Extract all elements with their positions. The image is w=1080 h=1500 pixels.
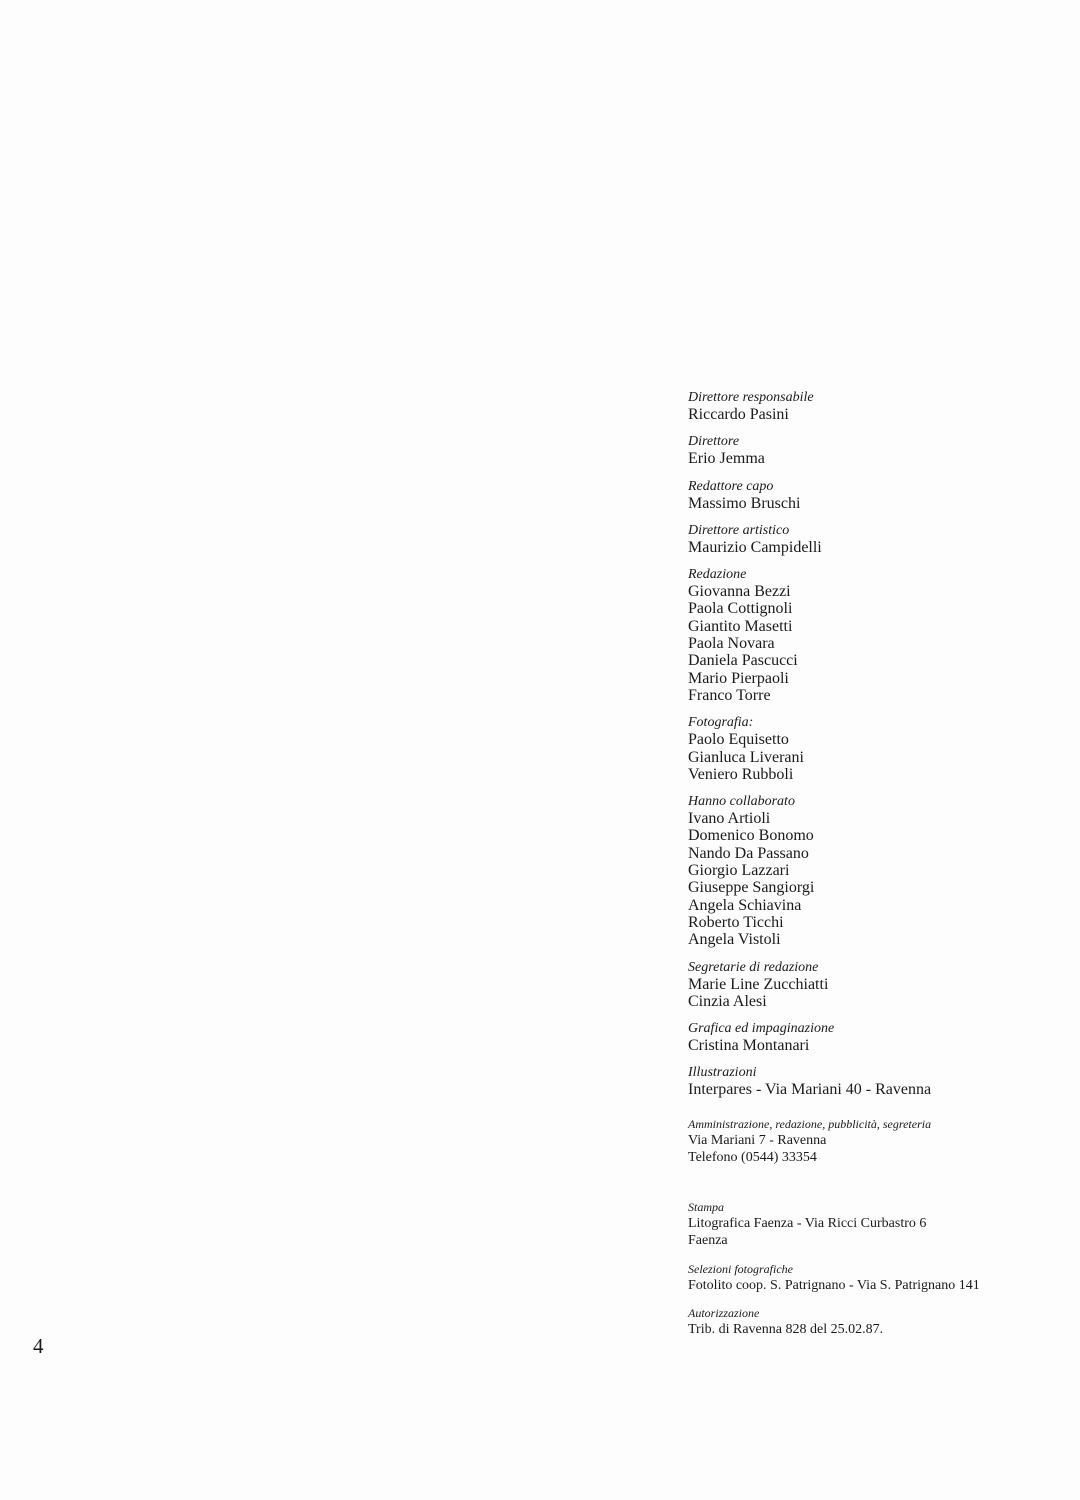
- role-label: Grafica ed impaginazione: [688, 1021, 835, 1037]
- credit-group: [688, 714, 1068, 783]
- credit-group: [688, 1064, 1068, 1098]
- imprint-line: Trib. di Ravenna 828 del 25.02.87.: [688, 1322, 884, 1338]
- imprint-line: Telefono (0544) 33354: [688, 1150, 817, 1166]
- person-name: Giovanna Bezzi: [688, 583, 791, 601]
- imprint-group: [688, 1306, 1068, 1339]
- role-label: Amministrazione, redazione, pubblicità, segreteria: [688, 1116, 932, 1131]
- person-name: Cristina Montanari: [688, 1037, 810, 1055]
- person-name: Nando Da Passano: [688, 844, 809, 862]
- person-name: Daniela Pascucci: [688, 652, 798, 670]
- imprint-group: [688, 1262, 1068, 1295]
- person-name: Massimo Bruschi: [688, 494, 801, 512]
- person-name: Angela Vistoli: [688, 931, 781, 949]
- person-name: Giorgio Lazzari: [688, 862, 790, 880]
- person-name: Giantito Masetti: [688, 617, 793, 635]
- credit-group: [688, 478, 1068, 512]
- person-name: Gianluca Liverani: [688, 748, 804, 766]
- person-name: Franco Torre: [688, 686, 771, 704]
- person-name: Mario Pierpaoli: [688, 669, 789, 687]
- person-name: Roberto Ticchi: [688, 913, 784, 931]
- imprint-line: Fotolito coop. S. Patrignano - Via S. Patrignano 141: [688, 1277, 980, 1293]
- imprint-line: Via Mariani 7 - Ravenna: [688, 1132, 827, 1148]
- role-label: Direttore: [688, 434, 740, 450]
- role-label: Redazione: [688, 567, 747, 583]
- role-label: Redattore capo: [688, 478, 774, 494]
- credit-group: [688, 566, 1068, 704]
- credit-group: [688, 1020, 1068, 1054]
- person-name: Ivano Artioli: [688, 810, 771, 828]
- role-label: Selezioni fotografiche: [688, 1261, 793, 1276]
- credit-group: [688, 522, 1068, 556]
- person-name: Interpares - Via Mariani 40 - Ravenna: [688, 1081, 932, 1099]
- person-name: Cinzia Alesi: [688, 992, 767, 1010]
- imprint-details: [688, 1117, 1068, 1339]
- role-label: Hanno collaborato: [688, 794, 795, 810]
- person-name: Giuseppe Sangiorgi: [688, 879, 815, 897]
- person-name: Erio Jemma: [688, 450, 765, 468]
- role-label: Direttore responsabile: [688, 390, 814, 405]
- person-name: Riccardo Pasini: [688, 406, 789, 423]
- person-name: Angela Schiavina: [688, 896, 802, 914]
- masthead-credits: [688, 389, 1068, 1339]
- role-label: Autorizzazione: [688, 1306, 760, 1321]
- page-number: 4: [33, 1334, 44, 1358]
- role-label: Direttore artistico: [688, 522, 790, 538]
- imprint-group: [688, 1200, 1068, 1250]
- credit-group: [688, 959, 1068, 1011]
- role-label: Segretarie di redazione: [688, 959, 819, 975]
- person-name: Marie Line Zucchiatti: [688, 975, 829, 993]
- role-label: Stampa: [688, 1199, 724, 1214]
- person-name: Veniero Rubboli: [688, 765, 794, 783]
- imprint-line: Faenza: [688, 1233, 728, 1249]
- person-name: Paolo Equisetto: [688, 731, 789, 749]
- person-name: Paola Cottignoli: [688, 600, 793, 618]
- role-label: Fotografia:: [688, 715, 754, 731]
- credit-group: [688, 433, 1068, 467]
- credit-group: [688, 793, 1068, 948]
- person-name: Paola Novara: [688, 635, 775, 653]
- person-name: Maurizio Campidelli: [688, 538, 822, 556]
- credit-group: [688, 389, 1068, 423]
- imprint-line: Litografica Faenza - Via Ricci Curbastro 6: [688, 1215, 927, 1231]
- person-name: Domenico Bonomo: [688, 827, 814, 845]
- imprint-group: [688, 1117, 1068, 1167]
- role-label: Illustrazioni: [688, 1065, 757, 1081]
